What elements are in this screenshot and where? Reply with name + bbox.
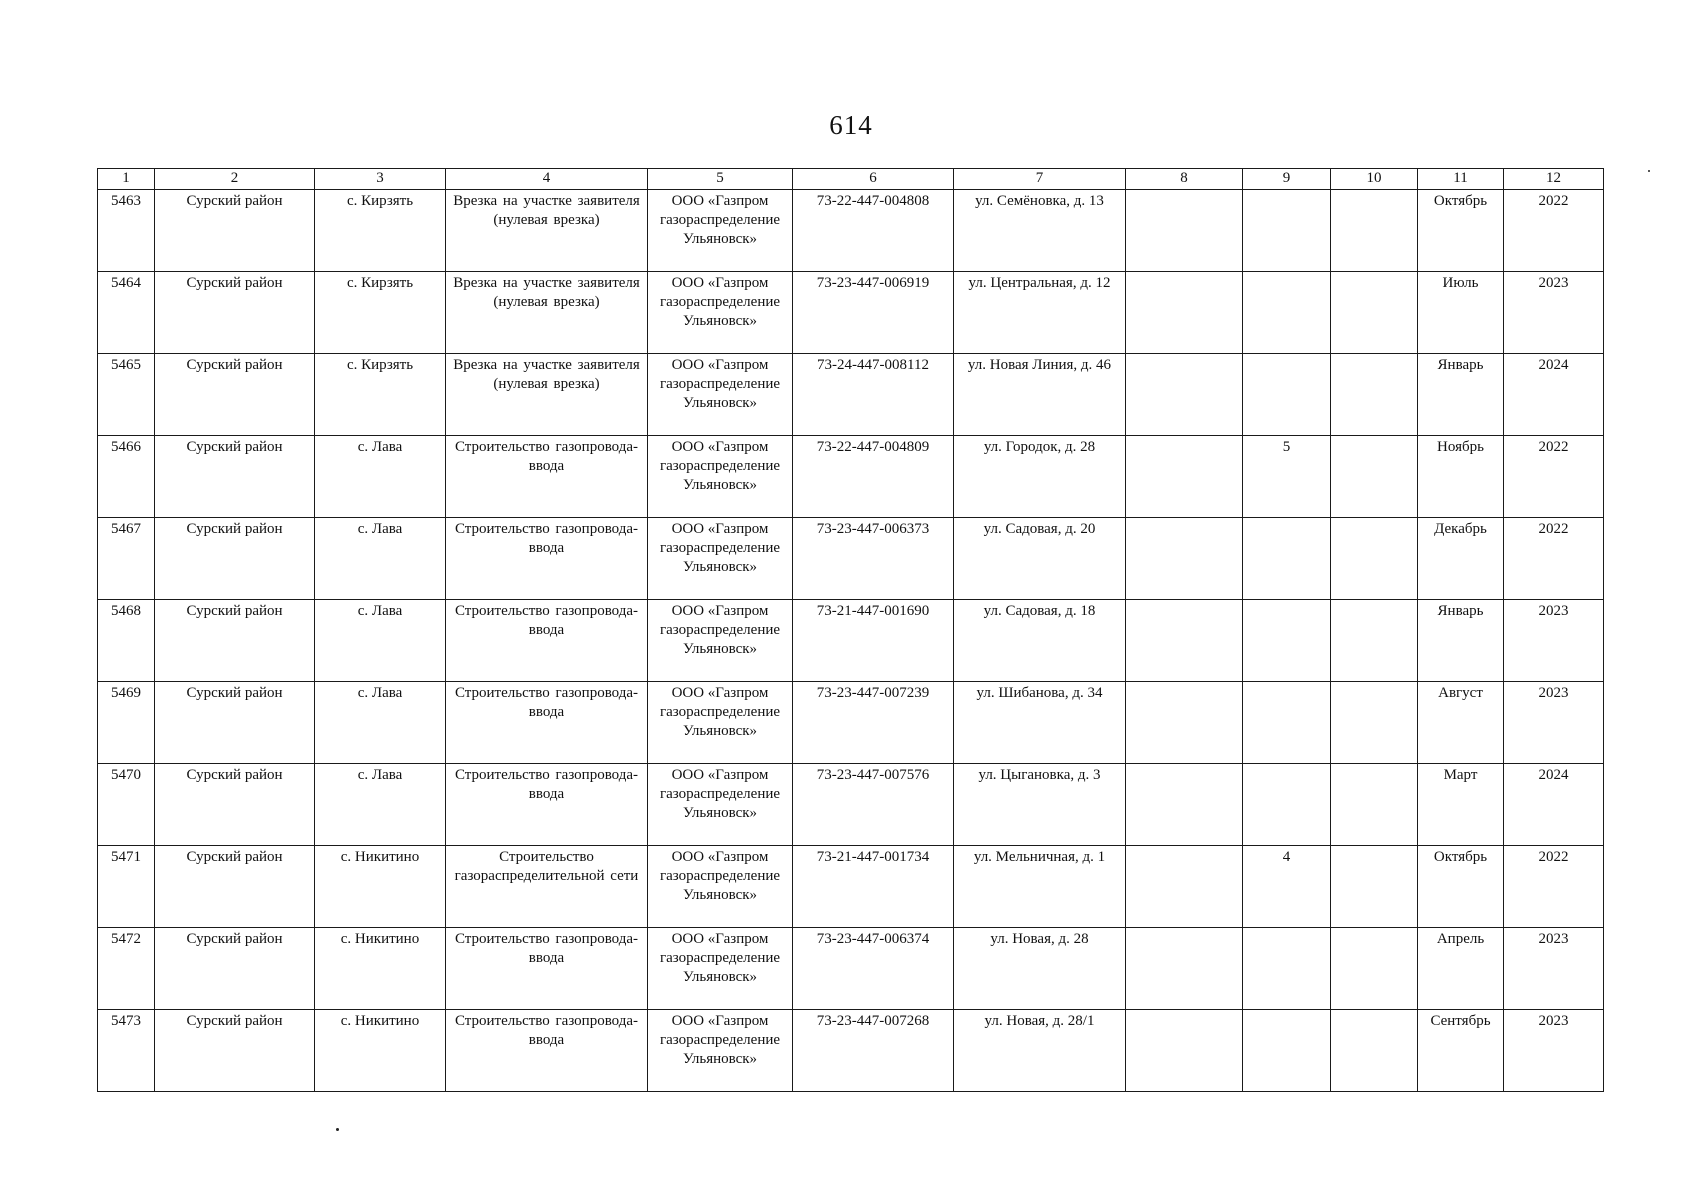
district-cell: Сурский район (155, 272, 315, 354)
table-row (98, 436, 1604, 518)
settlement-cell: с. Кирзять (315, 354, 446, 436)
column-8-cell (1126, 272, 1243, 354)
year-cell: 2022 (1504, 518, 1604, 600)
organization-cell: ООО «Газпром газораспределение Ульяновск» (648, 518, 793, 600)
table-row (98, 764, 1604, 846)
column-9-cell: 4 (1243, 846, 1331, 928)
page-number: 614 (829, 110, 873, 140)
column-9-cell (1243, 764, 1331, 846)
address-cell: ул. Новая Линия, д. 46 (954, 354, 1126, 436)
district-cell: Сурский район (155, 518, 315, 600)
column-10-cell (1331, 846, 1418, 928)
row-number: 5467 (98, 518, 155, 600)
object-code-cell: 73-23-447-007239 (793, 682, 954, 764)
organization-cell: ООО «Газпром газораспределение Ульяновск» (648, 764, 793, 846)
table-row (98, 682, 1604, 764)
address-cell: ул. Центральная, д. 12 (954, 272, 1126, 354)
month-cell: Март (1418, 764, 1504, 846)
column-8-cell (1126, 764, 1243, 846)
address-cell: ул. Цыгановка, д. 3 (954, 764, 1126, 846)
address-cell: ул. Шибанова, д. 34 (954, 682, 1126, 764)
work-type-cell: Врезка на участке заявителя (нулевая врезка) (446, 354, 648, 436)
object-code-cell: 73-21-447-001734 (793, 846, 954, 928)
column-10-cell (1331, 1010, 1418, 1092)
year-cell: 2024 (1504, 354, 1604, 436)
column-header-7: 7 (954, 169, 1126, 190)
month-cell: Декабрь (1418, 518, 1504, 600)
column-9-cell (1243, 1010, 1331, 1092)
register-table-container (97, 168, 1603, 1092)
column-10-cell (1331, 518, 1418, 600)
work-type-cell: Строительство газопровода-ввода (446, 518, 648, 600)
address-cell: ул. Городок, д. 28 (954, 436, 1126, 518)
column-number-row (98, 169, 1604, 190)
table-row (98, 272, 1604, 354)
district-cell: Сурский район (155, 1010, 315, 1092)
object-code-cell: 73-23-447-006373 (793, 518, 954, 600)
column-8-cell (1126, 1010, 1243, 1092)
month-cell: Июль (1418, 272, 1504, 354)
table-row (98, 1010, 1604, 1092)
column-10-cell (1331, 600, 1418, 682)
column-8-cell (1126, 354, 1243, 436)
year-cell: 2023 (1504, 272, 1604, 354)
row-number: 5473 (98, 1010, 155, 1092)
work-type-cell: Строительство газопровода-ввода (446, 1010, 648, 1092)
object-code-cell: 73-22-447-004809 (793, 436, 954, 518)
scan-speck (1648, 170, 1650, 172)
table-body (98, 190, 1604, 1092)
month-cell: Октябрь (1418, 190, 1504, 272)
month-cell: Январь (1418, 354, 1504, 436)
year-cell: 2023 (1504, 928, 1604, 1010)
work-type-cell: Строительство газопровода-ввода (446, 600, 648, 682)
work-type-cell: Строительство газораспределительной сети (446, 846, 648, 928)
column-header-8: 8 (1126, 169, 1243, 190)
column-8-cell (1126, 600, 1243, 682)
register-table (97, 168, 1604, 1092)
settlement-cell: с. Лава (315, 600, 446, 682)
organization-cell: ООО «Газпром газораспределение Ульяновск» (648, 1010, 793, 1092)
table-row (98, 190, 1604, 272)
column-8-cell (1126, 436, 1243, 518)
object-code-cell: 73-23-447-007268 (793, 1010, 954, 1092)
work-type-cell: Врезка на участке заявителя (нулевая врезка) (446, 272, 648, 354)
district-cell: Сурский район (155, 846, 315, 928)
row-number: 5465 (98, 354, 155, 436)
settlement-cell: с. Лава (315, 764, 446, 846)
column-9-cell (1243, 190, 1331, 272)
column-9-cell (1243, 518, 1331, 600)
column-8-cell (1126, 190, 1243, 272)
column-header-4: 4 (446, 169, 648, 190)
column-9-cell (1243, 682, 1331, 764)
settlement-cell: с. Лава (315, 518, 446, 600)
table-row (98, 600, 1604, 682)
column-10-cell (1331, 682, 1418, 764)
work-type-cell: Врезка на участке заявителя (нулевая врезка) (446, 190, 648, 272)
column-10-cell (1331, 190, 1418, 272)
district-cell: Сурский район (155, 764, 315, 846)
object-code-cell: 73-24-447-008112 (793, 354, 954, 436)
district-cell: Сурский район (155, 928, 315, 1010)
table-row (98, 846, 1604, 928)
column-10-cell (1331, 272, 1418, 354)
column-10-cell (1331, 436, 1418, 518)
table-row (98, 354, 1604, 436)
row-number: 5470 (98, 764, 155, 846)
column-8-cell (1126, 518, 1243, 600)
organization-cell: ООО «Газпром газораспределение Ульяновск» (648, 682, 793, 764)
month-cell: Январь (1418, 600, 1504, 682)
year-cell: 2022 (1504, 190, 1604, 272)
table-row (98, 518, 1604, 600)
column-header-1: 1 (98, 169, 155, 190)
district-cell: Сурский район (155, 436, 315, 518)
district-cell: Сурский район (155, 354, 315, 436)
year-cell: 2024 (1504, 764, 1604, 846)
row-number: 5472 (98, 928, 155, 1010)
year-cell: 2022 (1504, 846, 1604, 928)
work-type-cell: Строительство газопровода-ввода (446, 928, 648, 1010)
organization-cell: ООО «Газпром газораспределение Ульяновск» (648, 600, 793, 682)
column-header-10: 10 (1331, 169, 1418, 190)
year-cell: 2023 (1504, 600, 1604, 682)
row-number: 5471 (98, 846, 155, 928)
organization-cell: ООО «Газпром газораспределение Ульяновск» (648, 354, 793, 436)
district-cell: Сурский район (155, 190, 315, 272)
settlement-cell: с. Никитино (315, 1010, 446, 1092)
work-type-cell: Строительство газопровода-ввода (446, 436, 648, 518)
column-header-5: 5 (648, 169, 793, 190)
table-row (98, 928, 1604, 1010)
column-8-cell (1126, 682, 1243, 764)
settlement-cell: с. Кирзять (315, 272, 446, 354)
year-cell: 2023 (1504, 682, 1604, 764)
organization-cell: ООО «Газпром газораспределение Ульяновск» (648, 272, 793, 354)
scan-speck (336, 1128, 339, 1131)
column-header-9: 9 (1243, 169, 1331, 190)
address-cell: ул. Мельничная, д. 1 (954, 846, 1126, 928)
column-9-cell (1243, 600, 1331, 682)
object-code-cell: 73-22-447-004808 (793, 190, 954, 272)
object-code-cell: 73-23-447-007576 (793, 764, 954, 846)
column-8-cell (1126, 928, 1243, 1010)
settlement-cell: с. Лава (315, 436, 446, 518)
column-header-11: 11 (1418, 169, 1504, 190)
column-header-2: 2 (155, 169, 315, 190)
column-9-cell (1243, 354, 1331, 436)
address-cell: ул. Садовая, д. 20 (954, 518, 1126, 600)
address-cell: ул. Семёновка, д. 13 (954, 190, 1126, 272)
address-cell: ул. Новая, д. 28/1 (954, 1010, 1126, 1092)
settlement-cell: с. Никитино (315, 928, 446, 1010)
month-cell: Ноябрь (1418, 436, 1504, 518)
column-9-cell (1243, 272, 1331, 354)
row-number: 5466 (98, 436, 155, 518)
object-code-cell: 73-21-447-001690 (793, 600, 954, 682)
organization-cell: ООО «Газпром газораспределение Ульяновск» (648, 436, 793, 518)
organization-cell: ООО «Газпром газораспределение Ульяновск» (648, 846, 793, 928)
settlement-cell: с. Лава (315, 682, 446, 764)
year-cell: 2023 (1504, 1010, 1604, 1092)
column-9-cell (1243, 928, 1331, 1010)
month-cell: Сентябрь (1418, 1010, 1504, 1092)
address-cell: ул. Новая, д. 28 (954, 928, 1126, 1010)
column-10-cell (1331, 764, 1418, 846)
column-9-cell: 5 (1243, 436, 1331, 518)
row-number: 5463 (98, 190, 155, 272)
work-type-cell: Строительство газопровода-ввода (446, 682, 648, 764)
column-10-cell (1331, 928, 1418, 1010)
settlement-cell: с. Никитино (315, 846, 446, 928)
address-cell: ул. Садовая, д. 18 (954, 600, 1126, 682)
organization-cell: ООО «Газпром газораспределение Ульяновск» (648, 190, 793, 272)
month-cell: Октябрь (1418, 846, 1504, 928)
settlement-cell: с. Кирзять (315, 190, 446, 272)
row-number: 5468 (98, 600, 155, 682)
object-code-cell: 73-23-447-006374 (793, 928, 954, 1010)
district-cell: Сурский район (155, 600, 315, 682)
work-type-cell: Строительство газопровода-ввода (446, 764, 648, 846)
column-8-cell (1126, 846, 1243, 928)
month-cell: Апрель (1418, 928, 1504, 1010)
object-code-cell: 73-23-447-006919 (793, 272, 954, 354)
row-number: 5469 (98, 682, 155, 764)
column-header-12: 12 (1504, 169, 1604, 190)
column-10-cell (1331, 354, 1418, 436)
column-header-3: 3 (315, 169, 446, 190)
month-cell: Август (1418, 682, 1504, 764)
row-number: 5464 (98, 272, 155, 354)
organization-cell: ООО «Газпром газораспределение Ульяновск» (648, 928, 793, 1010)
column-header-6: 6 (793, 169, 954, 190)
district-cell: Сурский район (155, 682, 315, 764)
year-cell: 2022 (1504, 436, 1604, 518)
